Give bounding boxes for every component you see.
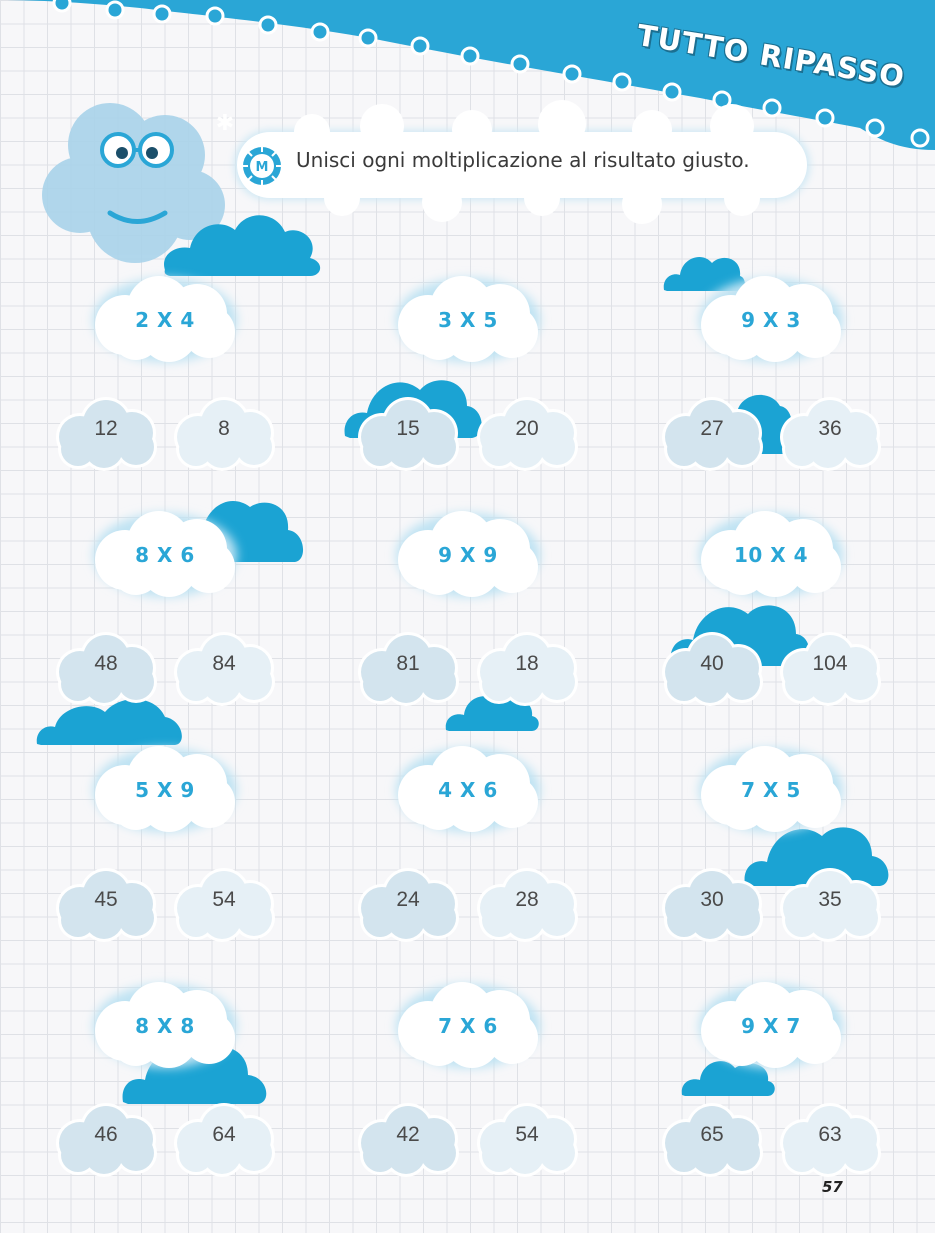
answer-cloud[interactable] (358, 630, 458, 706)
answer-cloud[interactable] (174, 395, 274, 471)
multiplication-label: 7 X 5 (741, 778, 801, 802)
page-number: 57 (822, 1178, 843, 1196)
answer-label: 48 (94, 652, 118, 675)
answer-cloud[interactable] (477, 395, 577, 471)
multiplication-label: 9 X 3 (741, 308, 801, 332)
answer-cloud[interactable] (662, 395, 762, 471)
multiplication-label: 4 X 6 (438, 778, 498, 802)
answer-label: 8 (218, 417, 230, 440)
answer-label: 12 (94, 417, 118, 440)
answer-cloud[interactable] (662, 866, 762, 942)
answer-label: 27 (700, 417, 724, 440)
multiplication-cloud[interactable] (697, 505, 845, 601)
multiplication-cloud[interactable] (91, 740, 239, 836)
multiplication-label: 5 X 9 (135, 778, 195, 802)
multiplication-cloud[interactable] (91, 270, 239, 366)
answer-label: 54 (212, 888, 236, 911)
answer-cloud[interactable] (662, 1101, 762, 1177)
multiplication-cloud[interactable] (91, 976, 239, 1072)
answer-label: 36 (818, 417, 842, 440)
multiplication-cloud[interactable] (697, 270, 845, 366)
answer-cloud[interactable] (358, 866, 458, 942)
answer-cloud[interactable] (780, 395, 880, 471)
answer-cloud[interactable] (662, 630, 762, 706)
answer-label: 42 (396, 1123, 420, 1146)
answer-label: 45 (94, 888, 118, 911)
multiplication-cloud[interactable] (697, 976, 845, 1072)
answer-label: 63 (818, 1123, 842, 1146)
answer-label: 24 (396, 888, 420, 911)
answer-cloud[interactable] (56, 630, 156, 706)
answer-cloud[interactable] (56, 866, 156, 942)
answer-cloud[interactable] (174, 1101, 274, 1177)
answer-label: 65 (700, 1123, 724, 1146)
method-badge-icon (242, 146, 282, 186)
multiplication-label: 8 X 8 (135, 1014, 195, 1038)
multiplication-cloud[interactable] (394, 740, 542, 836)
answer-cloud[interactable] (477, 866, 577, 942)
answer-label: 84 (212, 652, 236, 675)
answer-label: 104 (812, 652, 848, 675)
answer-label: 18 (515, 652, 539, 675)
answer-label: 40 (700, 652, 724, 675)
answer-label: 20 (515, 417, 539, 440)
answer-cloud[interactable] (477, 630, 577, 706)
answer-cloud[interactable] (780, 1101, 880, 1177)
answer-label: 28 (515, 888, 539, 911)
multiplication-label: 7 X 6 (438, 1014, 498, 1038)
multiplication-cloud[interactable] (697, 740, 845, 836)
answer-cloud[interactable] (174, 866, 274, 942)
multiplication-label: 3 X 5 (438, 308, 498, 332)
multiplication-cloud[interactable] (394, 976, 542, 1072)
answer-cloud[interactable] (174, 630, 274, 706)
multiplication-label: 9 X 7 (741, 1014, 801, 1038)
answer-cloud[interactable] (358, 1101, 458, 1177)
answer-label: 81 (396, 652, 420, 675)
multiplication-label: 2 X 4 (135, 308, 195, 332)
multiplication-cloud[interactable] (394, 505, 542, 601)
answer-cloud[interactable] (780, 630, 880, 706)
answer-cloud[interactable] (56, 395, 156, 471)
answer-cloud[interactable] (477, 1101, 577, 1177)
answer-cloud[interactable] (780, 866, 880, 942)
instruction-text: Unisci ogni moltiplicazione al risultato giusto. (296, 148, 750, 172)
answer-label: 30 (700, 888, 724, 911)
answer-cloud[interactable] (358, 395, 458, 471)
multiplication-label: 9 X 9 (438, 543, 498, 567)
section-title: TUTTO RIPASSO (634, 18, 908, 94)
answer-label: 64 (212, 1123, 236, 1146)
multiplication-label: 8 X 6 (135, 543, 195, 567)
answer-label: 35 (818, 888, 842, 911)
multiplication-label: 10 X 4 (733, 543, 809, 567)
answer-label: 15 (396, 417, 420, 440)
svg-text:✱: ✱ (215, 111, 235, 136)
answer-label: 54 (515, 1123, 539, 1146)
answer-label: 46 (94, 1123, 118, 1146)
svg-text:M: M (255, 160, 269, 175)
multiplication-cloud[interactable] (91, 505, 239, 601)
answer-cloud[interactable] (56, 1101, 156, 1177)
multiplication-cloud[interactable] (394, 270, 542, 366)
